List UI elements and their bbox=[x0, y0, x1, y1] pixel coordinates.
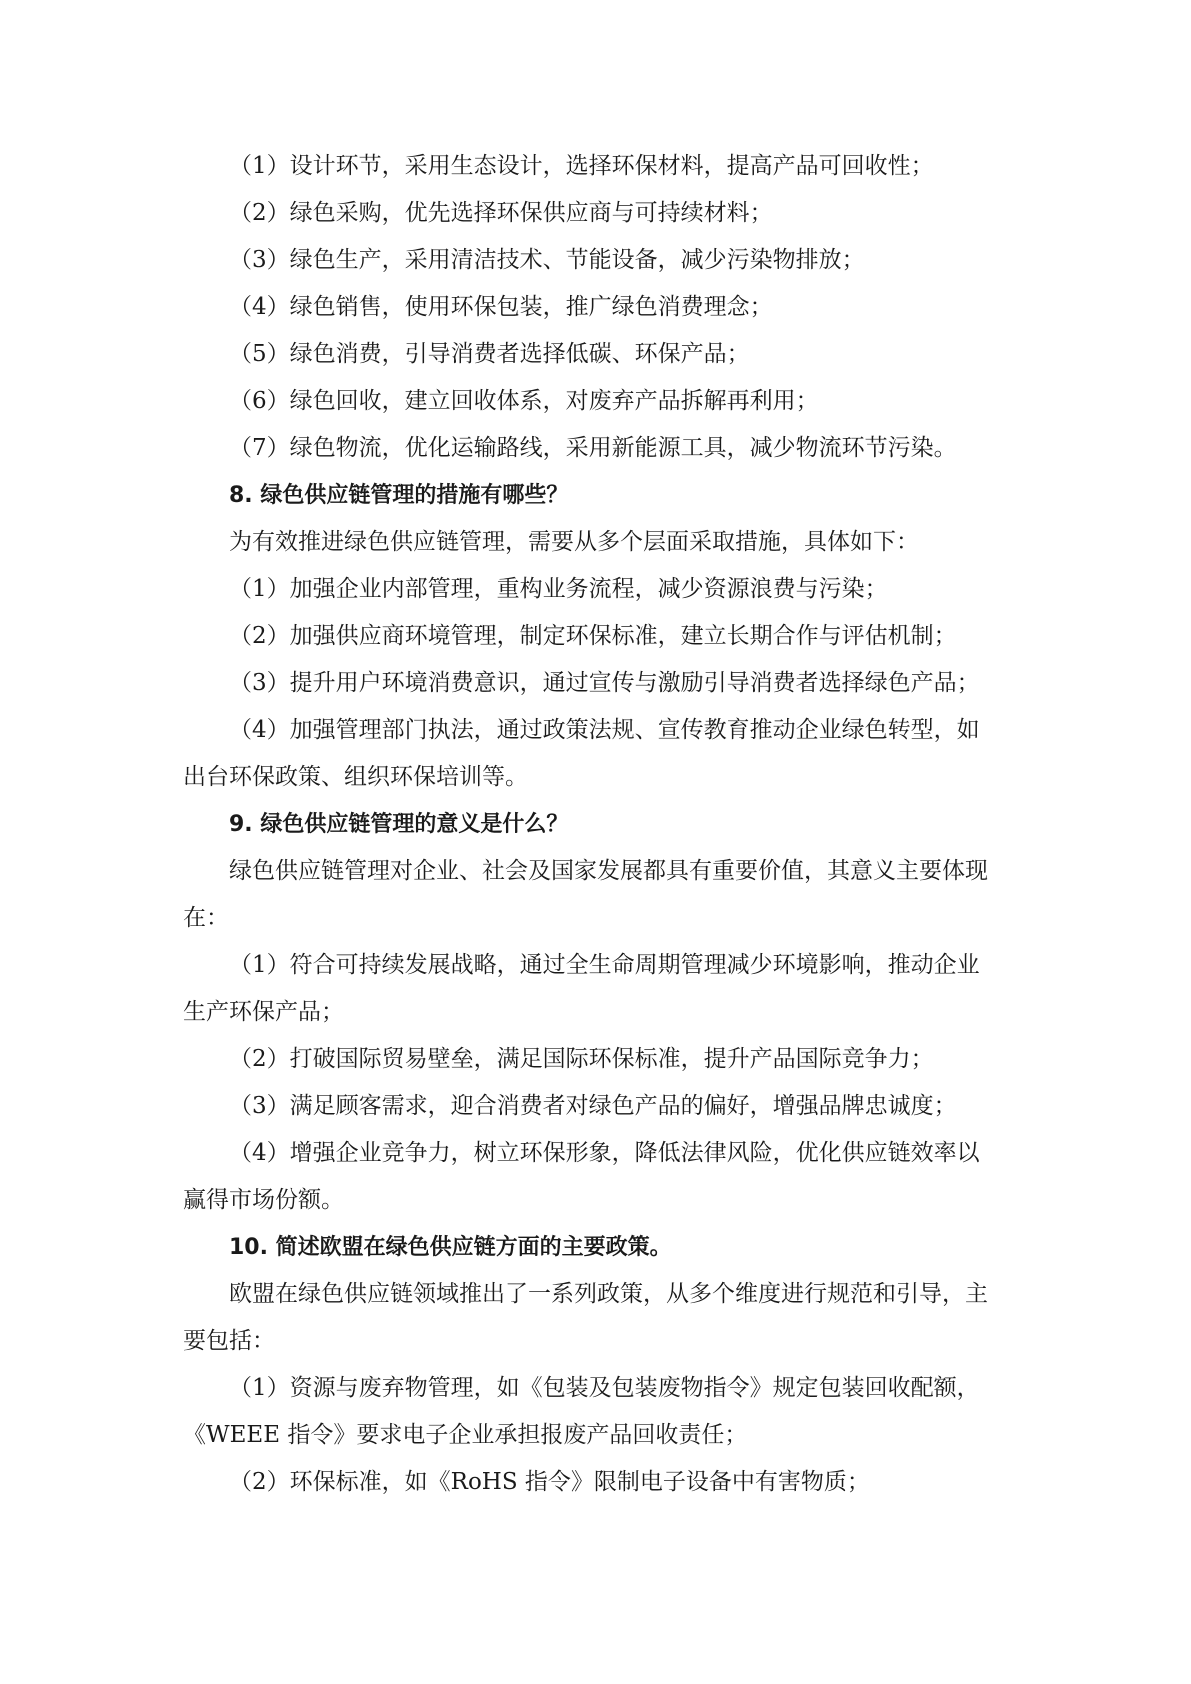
list-item: （3）绿色生产，采用清洁技术、节能设备，减少污染物排放； bbox=[229, 247, 865, 273]
list-item: （2）打破国际贸易壁垒，满足国际环保标准，提升产品国际竞争力； bbox=[229, 1046, 934, 1072]
section-10-heading: 10. 简述欧盟在绿色供应链方面的主要政策。 bbox=[229, 1235, 672, 1260]
list-item: （5）绿色消费，引导消费者选择低碳、环保产品； bbox=[229, 341, 750, 367]
list-item-line: （1）资源与废弃物管理，如《包装及包装废物指令》规定包装回收配额， bbox=[229, 1375, 980, 1401]
list-item: （3）提升用户环境消费意识，通过宣传与激励引导消费者选择绿色产品； bbox=[229, 670, 980, 696]
list-item-line: 出台环保政策、组织环保培训等。 bbox=[183, 764, 528, 790]
list-item: （2）环保标准，如《RoHS 指令》限制电子设备中有害物质； bbox=[229, 1469, 870, 1495]
list-item-line: （4）增强企业竞争力，树立环保形象，降低法律风险，优化供应链效率以 bbox=[229, 1140, 980, 1166]
list-item: （4）绿色销售，使用环保包装，推广绿色消费理念； bbox=[229, 294, 773, 320]
document-body bbox=[183, 143, 1013, 1506]
list-item: （1）设计环节，采用生态设计，选择环保材料，提高产品可回收性； bbox=[229, 153, 934, 179]
section-8-heading: 8. 绿色供应链管理的措施有哪些？ bbox=[229, 483, 569, 508]
list-item: （3）满足顾客需求，迎合消费者对绿色产品的偏好，增强品牌忠诚度； bbox=[229, 1093, 957, 1119]
list-item-line: 生产环保产品； bbox=[183, 999, 344, 1025]
list-item: （6）绿色回收，建立回收体系，对废弃产品拆解再利用； bbox=[229, 388, 819, 414]
list-item-line: 《WEEE 指令》要求电子企业承担报废产品回收责任； bbox=[183, 1422, 748, 1448]
list-item: （1）加强企业内部管理，重构业务流程，减少资源浪费与污染； bbox=[229, 576, 888, 602]
list-item: （7）绿色物流，优化运输路线，采用新能源工具，减少物流环节污染。 bbox=[229, 435, 957, 461]
section-8-intro: 为有效推进绿色供应链管理，需要从多个层面采取措施，具体如下： bbox=[229, 529, 919, 555]
section-9-heading: 9. 绿色供应链管理的意义是什么？ bbox=[229, 812, 569, 837]
list-item: （2）绿色采购，优先选择环保供应商与可持续材料； bbox=[229, 200, 773, 226]
section-9-intro-line: 绿色供应链管理对企业、社会及国家发展都具有重要价值，其意义主要体现 bbox=[229, 858, 988, 884]
section-10-intro-line: 要包括： bbox=[183, 1328, 275, 1354]
list-item: （2）加强供应商环境管理，制定环保标准，建立长期合作与评估机制； bbox=[229, 623, 957, 649]
list-item-line: （4）加强管理部门执法，通过政策法规、宣传教育推动企业绿色转型，如 bbox=[229, 717, 980, 743]
list-item-line: （1）符合可持续发展战略，通过全生命周期管理减少环境影响，推动企业 bbox=[229, 952, 980, 978]
list-item-line: 赢得市场份额。 bbox=[183, 1187, 344, 1213]
section-10-intro-line: 欧盟在绿色供应链领域推出了一系列政策，从多个维度进行规范和引导，主 bbox=[229, 1281, 988, 1307]
section-9-intro-line: 在： bbox=[183, 905, 229, 931]
